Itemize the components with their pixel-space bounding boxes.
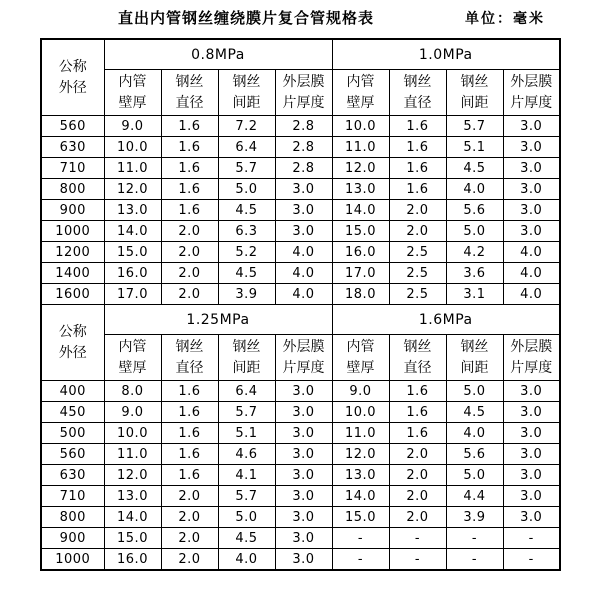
- value-cell: 2.0: [161, 242, 218, 263]
- header-text-line: 壁厚: [118, 359, 147, 376]
- od-cell: 710: [41, 158, 104, 179]
- value-cell: 1.6: [161, 423, 218, 444]
- table-row: [41, 221, 560, 242]
- value-cell: 2.8: [275, 158, 332, 179]
- value-cell: 14.0: [332, 200, 389, 221]
- header-text-line: 内管: [346, 73, 375, 90]
- value-cell: 5.0: [446, 465, 503, 486]
- value-cell: 4.5: [446, 158, 503, 179]
- table-row: [41, 507, 560, 528]
- value-cell: 3.0: [275, 465, 332, 486]
- value-cell: 12.0: [104, 179, 161, 200]
- table-row: [41, 381, 560, 402]
- value-cell: 2.0: [161, 221, 218, 242]
- value-cell: 2.8: [275, 116, 332, 137]
- value-cell: 4.0: [275, 242, 332, 263]
- value-cell: 2.0: [161, 549, 218, 571]
- spec-table: [40, 38, 561, 571]
- value-cell: 2.0: [161, 486, 218, 507]
- value-cell: 3.0: [503, 507, 560, 528]
- header-text-line: 直径: [403, 359, 432, 376]
- od-cell: 1200: [41, 242, 104, 263]
- table-row: [41, 158, 560, 179]
- value-cell: 2.5: [389, 284, 446, 305]
- spec-section-2: [41, 305, 560, 571]
- value-cell: 3.0: [275, 549, 332, 571]
- value-cell: 1.6: [389, 158, 446, 179]
- value-cell: 8.0: [104, 381, 161, 402]
- header-text-line: 直径: [403, 94, 432, 111]
- value-cell: 3.0: [503, 381, 560, 402]
- header-text-line: 钢丝: [460, 338, 489, 355]
- table-row: [41, 528, 560, 549]
- value-cell: 15.0: [332, 221, 389, 242]
- value-cell: 3.0: [503, 179, 560, 200]
- value-cell: 5.7: [218, 158, 275, 179]
- group-header-row: [41, 305, 560, 335]
- value-cell: 9.0: [104, 116, 161, 137]
- value-cell: 2.5: [389, 263, 446, 284]
- value-cell: 5.6: [446, 444, 503, 465]
- header-text-line: 内管: [118, 73, 147, 90]
- value-cell: 1.6: [389, 381, 446, 402]
- sub-column-header: [389, 70, 446, 116]
- value-cell: 3.0: [503, 158, 560, 179]
- od-cell: 560: [41, 116, 104, 137]
- value-cell: 2.0: [389, 200, 446, 221]
- header-text-line: 内管: [118, 338, 147, 355]
- value-cell: 1.6: [161, 200, 218, 221]
- group-header-row: [41, 39, 560, 70]
- value-cell: 2.0: [389, 444, 446, 465]
- value-cell: 1.6: [389, 423, 446, 444]
- value-cell: 15.0: [104, 242, 161, 263]
- value-cell: 2.0: [389, 486, 446, 507]
- value-cell: 11.0: [332, 137, 389, 158]
- sub-column-header: [161, 335, 218, 381]
- od-cell: 900: [41, 200, 104, 221]
- od-cell: 1000: [41, 549, 104, 571]
- table-row: [41, 137, 560, 158]
- value-cell: 5.2: [218, 242, 275, 263]
- value-cell: 7.2: [218, 116, 275, 137]
- value-cell: 1.6: [161, 402, 218, 423]
- table-row: [41, 444, 560, 465]
- value-cell: -: [389, 549, 446, 571]
- value-cell: 4.0: [218, 549, 275, 571]
- value-cell: 1.6: [161, 444, 218, 465]
- header-text-line: 钢丝: [232, 338, 261, 355]
- sub-column-header: [503, 70, 560, 116]
- page-header: [0, 0, 600, 30]
- value-cell: 4.5: [218, 200, 275, 221]
- sub-column-header: [218, 335, 275, 381]
- value-cell: 1.6: [161, 465, 218, 486]
- value-cell: 11.0: [104, 158, 161, 179]
- value-cell: 5.1: [218, 423, 275, 444]
- value-cell: 14.0: [104, 507, 161, 528]
- value-cell: 5.0: [446, 381, 503, 402]
- value-cell: 15.0: [332, 507, 389, 528]
- od-cell: 400: [41, 381, 104, 402]
- value-cell: 10.0: [104, 137, 161, 158]
- od-cell: 630: [41, 137, 104, 158]
- value-cell: 11.0: [332, 423, 389, 444]
- value-cell: 5.0: [446, 221, 503, 242]
- value-cell: 3.0: [275, 200, 332, 221]
- value-cell: 3.9: [446, 507, 503, 528]
- value-cell: 1.6: [389, 137, 446, 158]
- value-cell: 4.0: [446, 423, 503, 444]
- header-text-line: 壁厚: [118, 94, 147, 111]
- od-cell: 1000: [41, 221, 104, 242]
- table-row: [41, 486, 560, 507]
- value-cell: 3.1: [446, 284, 503, 305]
- value-cell: -: [446, 528, 503, 549]
- value-cell: 3.0: [275, 381, 332, 402]
- value-cell: 13.0: [104, 200, 161, 221]
- sub-column-header: [104, 70, 161, 116]
- value-cell: 6.4: [218, 381, 275, 402]
- header-text-line: 片厚度: [282, 94, 325, 111]
- value-cell: 12.0: [332, 158, 389, 179]
- value-cell: 4.4: [446, 486, 503, 507]
- value-cell: 4.0: [503, 242, 560, 263]
- sub-column-header: [446, 70, 503, 116]
- value-cell: 3.0: [275, 179, 332, 200]
- value-cell: 3.0: [275, 423, 332, 444]
- od-column-header: [41, 305, 104, 381]
- value-cell: 3.0: [503, 200, 560, 221]
- value-cell: 4.6: [218, 444, 275, 465]
- value-cell: 4.0: [275, 263, 332, 284]
- header-text-line: 外层膜: [510, 338, 553, 355]
- value-cell: 2.0: [161, 263, 218, 284]
- value-cell: 2.0: [389, 221, 446, 242]
- value-cell: 1.6: [389, 179, 446, 200]
- header-text-line: 外层膜: [282, 338, 325, 355]
- value-cell: 4.2: [446, 242, 503, 263]
- header-text-line: 直径: [175, 94, 204, 111]
- od-column-header: [41, 39, 104, 116]
- header-text-line: 外层膜: [282, 73, 325, 90]
- header-text-line: 钢丝: [175, 73, 204, 90]
- value-cell: 5.7: [218, 402, 275, 423]
- value-cell: 4.5: [218, 263, 275, 284]
- value-cell: 4.5: [446, 402, 503, 423]
- value-cell: -: [332, 528, 389, 549]
- table-row: [41, 465, 560, 486]
- value-cell: 10.0: [332, 116, 389, 137]
- value-cell: 5.1: [446, 137, 503, 158]
- value-cell: 6.4: [218, 137, 275, 158]
- value-cell: 17.0: [104, 284, 161, 305]
- value-cell: 3.0: [503, 444, 560, 465]
- value-cell: 3.0: [503, 221, 560, 242]
- value-cell: 3.0: [503, 465, 560, 486]
- header-text-line: 间距: [460, 359, 489, 376]
- value-cell: 2.0: [389, 507, 446, 528]
- value-cell: 13.0: [332, 179, 389, 200]
- sub-column-header: [332, 335, 389, 381]
- value-cell: 1.6: [161, 179, 218, 200]
- header-text-line: 钢丝: [175, 338, 204, 355]
- value-cell: 9.0: [332, 381, 389, 402]
- sub-column-header: [275, 335, 332, 381]
- sub-column-header: [503, 335, 560, 381]
- od-cell: 450: [41, 402, 104, 423]
- unit-label: 单位：毫米: [465, 11, 545, 27]
- header-text-line: 钢丝: [460, 73, 489, 90]
- sub-column-header: [275, 70, 332, 116]
- header-text-line: 外层膜: [510, 73, 553, 90]
- table-row: [41, 200, 560, 221]
- value-cell: 11.0: [104, 444, 161, 465]
- od-cell: 1400: [41, 263, 104, 284]
- value-cell: 1.6: [389, 116, 446, 137]
- value-cell: 3.6: [446, 263, 503, 284]
- value-cell: 1.6: [389, 402, 446, 423]
- value-cell: 15.0: [104, 528, 161, 549]
- value-cell: 16.0: [104, 549, 161, 571]
- header-text-line: 钢丝: [232, 73, 261, 90]
- header-text-line: 壁厚: [346, 359, 375, 376]
- sub-column-header: [332, 70, 389, 116]
- value-cell: 1.6: [161, 381, 218, 402]
- value-cell: 3.9: [218, 284, 275, 305]
- value-cell: 5.0: [218, 179, 275, 200]
- value-cell: 17.0: [332, 263, 389, 284]
- value-cell: 9.0: [104, 402, 161, 423]
- header-text-line: 外径: [58, 79, 87, 96]
- value-cell: 4.0: [503, 284, 560, 305]
- value-cell: 4.1: [218, 465, 275, 486]
- value-cell: 3.0: [503, 116, 560, 137]
- od-cell: 560: [41, 444, 104, 465]
- value-cell: -: [389, 528, 446, 549]
- pressure-group-header: 1.25MPa: [104, 305, 332, 335]
- value-cell: 2.8: [275, 137, 332, 158]
- header-text-line: 公称: [58, 58, 87, 75]
- value-cell: 4.5: [218, 528, 275, 549]
- value-cell: 2.5: [389, 242, 446, 263]
- value-cell: 4.0: [503, 263, 560, 284]
- value-cell: 1.6: [161, 137, 218, 158]
- spec-section-1: [41, 39, 560, 305]
- value-cell: 16.0: [104, 263, 161, 284]
- table-row: [41, 423, 560, 444]
- value-cell: 3.0: [503, 137, 560, 158]
- od-cell: 900: [41, 528, 104, 549]
- sub-header-row: [41, 70, 560, 116]
- value-cell: 5.6: [446, 200, 503, 221]
- value-cell: 3.0: [275, 221, 332, 242]
- value-cell: 2.0: [161, 528, 218, 549]
- value-cell: 3.0: [503, 402, 560, 423]
- table-row: [41, 116, 560, 137]
- pressure-group-header: 1.6MPa: [332, 305, 560, 335]
- sub-column-header: [104, 335, 161, 381]
- header-text-line: 外径: [58, 344, 87, 361]
- value-cell: 12.0: [104, 465, 161, 486]
- value-cell: -: [503, 528, 560, 549]
- header-text-line: 间距: [460, 94, 489, 111]
- value-cell: 3.0: [275, 486, 332, 507]
- table-row: [41, 284, 560, 305]
- header-text-line: 间距: [232, 94, 261, 111]
- value-cell: 3.0: [275, 528, 332, 549]
- table-row: [41, 263, 560, 284]
- header-text-line: 直径: [175, 359, 204, 376]
- table-row: [41, 402, 560, 423]
- sub-column-header: [446, 335, 503, 381]
- value-cell: -: [446, 549, 503, 571]
- header-text-line: 钢丝: [403, 73, 432, 90]
- sub-column-header: [218, 70, 275, 116]
- value-cell: 14.0: [332, 486, 389, 507]
- value-cell: 16.0: [332, 242, 389, 263]
- value-cell: 10.0: [104, 423, 161, 444]
- value-cell: 3.0: [503, 423, 560, 444]
- od-cell: 710: [41, 486, 104, 507]
- value-cell: 12.0: [332, 444, 389, 465]
- value-cell: 3.0: [275, 444, 332, 465]
- value-cell: 6.3: [218, 221, 275, 242]
- page-title: 直出内管钢丝缠绕膜片复合管规格表: [118, 9, 375, 27]
- value-cell: 13.0: [332, 465, 389, 486]
- header-text-line: 片厚度: [510, 359, 553, 376]
- od-cell: 500: [41, 423, 104, 444]
- value-cell: 5.0: [218, 507, 275, 528]
- value-cell: 13.0: [104, 486, 161, 507]
- sub-column-header: [389, 335, 446, 381]
- value-cell: 3.0: [503, 486, 560, 507]
- value-cell: 3.0: [275, 507, 332, 528]
- value-cell: 1.6: [161, 158, 218, 179]
- sub-column-header: [161, 70, 218, 116]
- od-cell: 800: [41, 179, 104, 200]
- value-cell: 2.0: [161, 284, 218, 305]
- value-cell: 3.0: [275, 402, 332, 423]
- table-row: [41, 242, 560, 263]
- header-text-line: 间距: [232, 359, 261, 376]
- value-cell: 2.0: [161, 507, 218, 528]
- table-row: [41, 179, 560, 200]
- sub-header-row: [41, 335, 560, 381]
- value-cell: 4.0: [446, 179, 503, 200]
- od-cell: 630: [41, 465, 104, 486]
- value-cell: 18.0: [332, 284, 389, 305]
- od-cell: 800: [41, 507, 104, 528]
- header-text-line: 壁厚: [346, 94, 375, 111]
- value-cell: -: [503, 549, 560, 571]
- pressure-group-header: 1.0MPa: [332, 39, 560, 70]
- value-cell: 5.7: [218, 486, 275, 507]
- header-text-line: 钢丝: [403, 338, 432, 355]
- header-text-line: 片厚度: [510, 94, 553, 111]
- pressure-group-header: 0.8MPa: [104, 39, 332, 70]
- value-cell: 1.6: [161, 116, 218, 137]
- value-cell: 10.0: [332, 402, 389, 423]
- value-cell: 5.7: [446, 116, 503, 137]
- header-text-line: 公称: [58, 323, 87, 340]
- table-row: [41, 549, 560, 571]
- header-text-line: 内管: [346, 338, 375, 355]
- value-cell: 2.0: [389, 465, 446, 486]
- header-text-line: 片厚度: [282, 359, 325, 376]
- value-cell: 4.0: [275, 284, 332, 305]
- value-cell: -: [332, 549, 389, 571]
- value-cell: 14.0: [104, 221, 161, 242]
- od-cell: 1600: [41, 284, 104, 305]
